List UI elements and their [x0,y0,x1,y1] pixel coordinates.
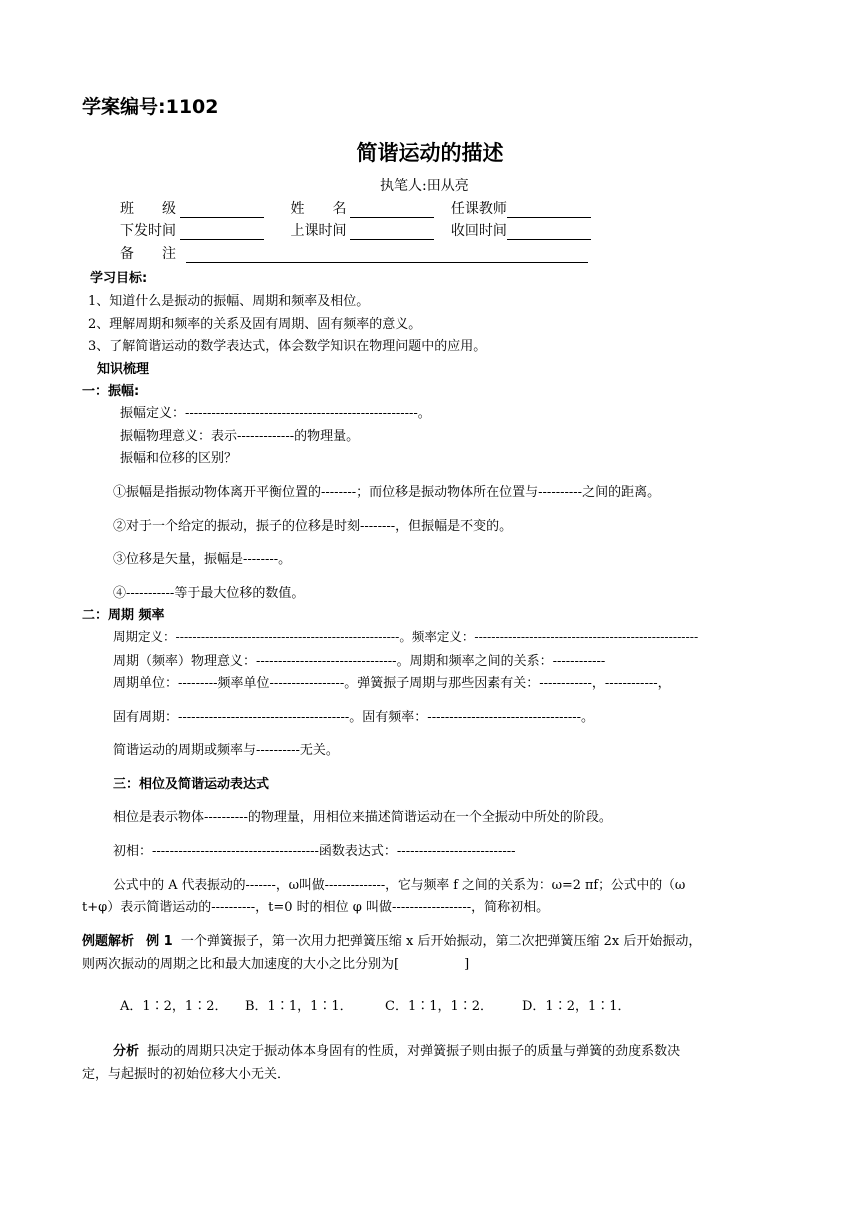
period-line: 周期（频率）物理意义：--------------------------------。周期和频率之间的关系：------------ [113,654,606,669]
lesson-time-label: 上课时间 [290,223,347,239]
example-line-1 [82,930,701,949]
analysis-text: 振动的周期只决定于振动体本身固有的性质，对弹簧振子则由振子的质量与弹簧的劲度系数决 [147,1044,681,1059]
phase-heading: 三：相位及简谐运动表达式 [113,777,270,792]
example-text: 则两次振动的周期之比和最大加速度的大小之比分别为[ ] [82,957,470,972]
name-field[interactable] [350,203,434,218]
knowledge-heading: 知识梳理 [97,362,150,377]
period-line: 简谐运动的周期或频率与----------无关。 [113,743,339,758]
example-heading: 例题解析 [82,934,135,949]
name-label: 姓 名 [290,201,347,217]
period-line: 周期定义：-----------------------------------------------------。频率定义：----------------------------------------------------- [113,629,699,644]
amplitude-line: 振幅物理意义：表示-------------的物理量。 [120,429,360,444]
form-row-1 [120,198,591,218]
example-text: 一个弹簧振子，第一次用力把弹簧压缩 x 后开始振动，第二次把弹簧压缩 2x 后开始振动， [180,934,702,949]
option-c: C．1∶1，1∶2． [385,999,494,1014]
issue-time-label: 下发时间 [120,223,176,239]
analysis-line-1 [113,1040,680,1059]
formula-line: 公式中的 A 代表振动的-------，ω叫做--------------，它与频率 f 之间的关系为：ω=2 πf；公式中的（ω [113,878,686,893]
diff-item: ②对于一个给定的振动，振子的位移是时刻--------，但振幅是不变的。 [113,519,513,534]
phase-line: 初相：--------------------------------------函数表达式：--------------------------- [113,844,516,859]
period-line: 周期单位：---------频率单位-----------------。弹簧振子周期与那些因素有关：------------，------------， [113,676,671,691]
class-field[interactable] [180,203,264,218]
diff-item: ④-----------等于最大位移的数值。 [113,586,305,601]
period-line: 固有周期：---------------------------------------。固有频率：-----------------------------------。 [113,710,595,725]
analysis-label: 分析 [113,1044,140,1059]
formula-line: t+φ）表示简谐运动的----------，t=0 时的相位 φ 叫做------------------，简称初相。 [82,900,550,915]
option-a: A．1∶2，1∶2． [120,999,228,1014]
objectives-heading: 学习目标: [90,271,148,286]
amplitude-line: 振幅定义：-----------------------------------------------------。 [120,406,431,421]
return-time-field[interactable] [507,225,591,240]
option-d: D．1∶2，1∶1． [522,999,631,1014]
teacher-label: 任课教师 [450,201,507,217]
objective-item: 2、理解周期和频率的关系及固有周期、固有频率的意义。 [88,317,422,332]
form-row-2 [120,220,591,240]
remarks-label: 备 注 [120,246,176,262]
teacher-field[interactable] [507,203,591,218]
form-row-3 [120,243,588,263]
amplitude-line: 振幅和位移的区别？ [120,451,238,466]
remarks-field[interactable] [186,248,588,263]
author-line: 执笔人:田从亮 [380,178,469,194]
phase-line: 相位是表示物体----------的物理量，用相位来描述简谐运动在一个全振动中所处的阶段。 [113,810,612,825]
option-b: B．1∶1，1∶1． [245,999,353,1014]
analysis-text: 定，与起振时的初始位移大小无关． [82,1067,291,1082]
lesson-time-field[interactable] [350,225,434,240]
period-heading: 二：周期 频率 [82,608,165,623]
return-time-label: 收回时间 [450,223,507,239]
issue-time-field[interactable] [180,225,264,240]
amplitude-heading: 一：振幅: [82,384,140,399]
diff-item: ③位移是矢量，振幅是--------。 [113,552,292,567]
objective-item: 3、了解简谐运动的数学表达式，体会数学知识在物理问题中的应用。 [88,339,487,354]
diff-item: ①振幅是指振动物体离开平衡位置的--------；而位移是振动物体所在位置与----------之间的距离。 [113,485,661,500]
page-title: 简谐运动的描述 [356,141,504,165]
objective-item: 1、知道什么是振动的振幅、周期和频率及相位。 [88,294,370,309]
case-number: 学案编号:1102 [82,96,219,118]
example-label: 例 1 [146,934,173,949]
class-label: 班 级 [120,201,176,217]
